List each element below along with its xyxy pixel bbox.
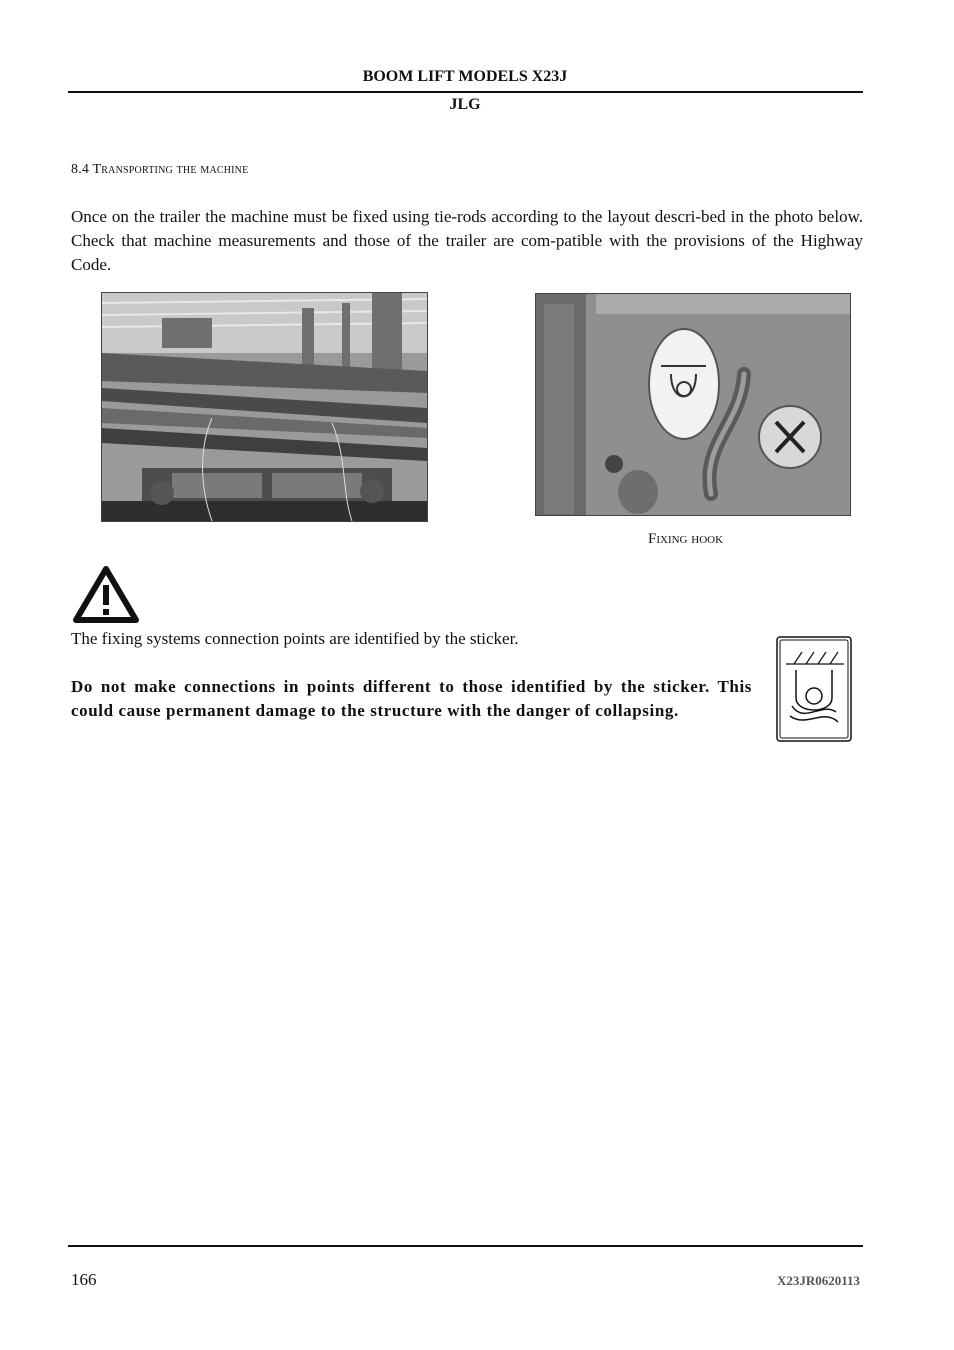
document-code: X23JR0620113 <box>776 1273 860 1288</box>
machine-trailer-photo <box>101 292 428 522</box>
fixing-point-sticker-icon <box>776 636 852 742</box>
header-rule <box>68 91 863 93</box>
warning-triangle-icon <box>73 566 139 624</box>
sticker-note: The fixing systems connection points are identified by the sticker. <box>71 629 519 648</box>
footer-rule <box>68 1245 863 1247</box>
manual-title: BOOM LIFT MODELS X23J <box>362 68 568 85</box>
connection-warning: Do not make connections in points different to those identified by the sticker. This could cause permanent damage to the structure with the danger of collapsing. <box>71 677 752 720</box>
intro-paragraph: Once on the trailer the machine must be fixed using tie-rods according to the layout descri-bed in the photo below. Check that machine measurements and those of the trailer are com-patible with the provisions of the Highway Code. <box>71 207 863 274</box>
page-number: 166 <box>71 1270 97 1289</box>
brand-name: JLG <box>449 96 481 113</box>
section-heading: 8.4 Transporting the machine <box>71 162 249 177</box>
fixing-hook-caption: Fixing hook <box>648 531 724 547</box>
fixing-hook-photo <box>535 293 851 516</box>
